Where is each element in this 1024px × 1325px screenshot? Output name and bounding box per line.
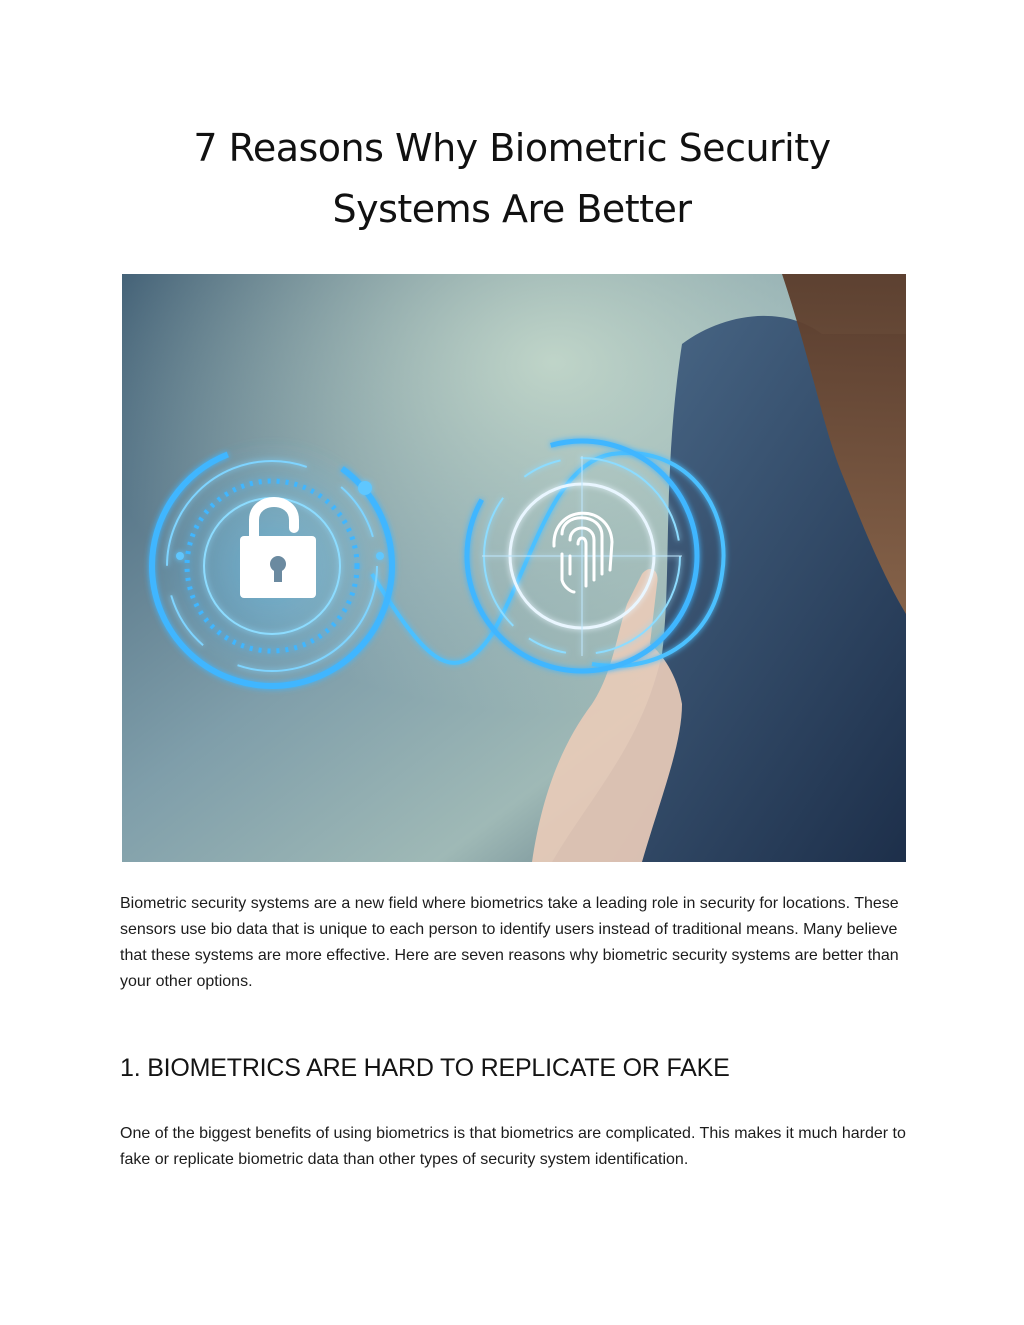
title-line-1: 7 Reasons Why Biometric Security: [193, 126, 831, 170]
article-title: [120, 118, 904, 240]
section-heading: 1. BIOMETRICS ARE HARD TO REPLICATE OR FAKE: [120, 1054, 730, 1082]
title-line-2: Systems Are Better: [332, 187, 692, 231]
section-body: One of the biggest benefits of using biometrics is that biometrics are complicated. This makes it much harder to fake or replicate biometric data than other types of security system identification.: [120, 1125, 906, 1168]
intro-paragraph: Biometric security systems are a new field where biometrics take a leading role in security for locations. These sensors use bio data that is unique to each person to identify users instead of traditional means. Many believe that these systems are more effective. Here are seven reasons why biometric security systems are better than your other options.: [120, 895, 899, 990]
hero-image: [122, 274, 906, 862]
